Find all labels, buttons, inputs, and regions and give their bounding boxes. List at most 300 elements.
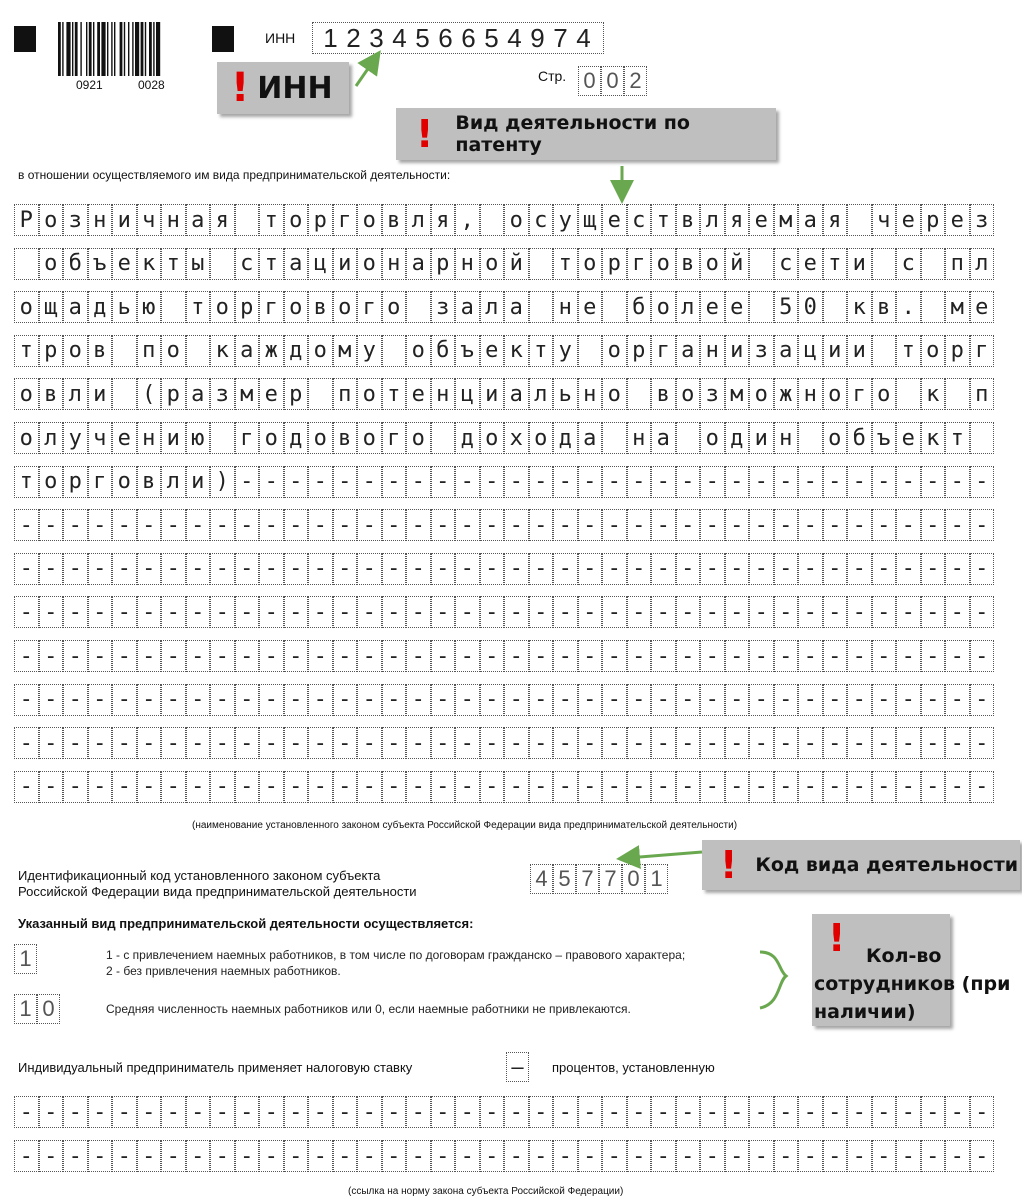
activity-name-cell: - — [945, 596, 970, 628]
activity-name-cell: у — [553, 204, 578, 236]
activity-name-row[interactable] — [14, 291, 994, 323]
activity-name-cell: т — [186, 291, 211, 323]
tax-law-reference-cell: - — [651, 1140, 676, 1172]
code-digit-cell: 1 — [645, 864, 668, 894]
activity-name-cell: а — [186, 204, 211, 236]
activity-name-cell: - — [308, 596, 333, 628]
activity-name-cell: - — [627, 640, 652, 672]
activity-name-cell: д — [284, 335, 309, 367]
inn-digit-cell: 7 — [553, 22, 568, 53]
activity-name-cell: - — [210, 640, 235, 672]
activity-name-cell: б — [847, 422, 872, 454]
activity-name-cell: - — [553, 771, 578, 803]
activity-name-cell: о — [823, 378, 848, 410]
activity-name-cell: р — [921, 204, 946, 236]
activity-name-cell: - — [333, 466, 358, 498]
activity-name-cell: - — [137, 684, 162, 716]
activity-name-cell: т — [896, 335, 921, 367]
activity-name-cell: - — [455, 771, 480, 803]
activity-name-cell: в — [333, 422, 358, 454]
activity-name-cell: - — [333, 596, 358, 628]
tax-law-reference-cell: - — [455, 1140, 480, 1172]
activity-name-cell: - — [798, 727, 823, 759]
activity-name-cell: - — [480, 509, 505, 541]
bracket-workers — [760, 952, 786, 1008]
activity-name-cell: - — [725, 509, 750, 541]
activity-name-cell: - — [749, 640, 774, 672]
activity-name-cell: и — [186, 466, 211, 498]
activity-name-cell: а — [186, 378, 211, 410]
activity-name-cell: - — [823, 771, 848, 803]
activity-name-cell: - — [284, 509, 309, 541]
tax-law-reference-cell: - — [382, 1096, 407, 1128]
tax-law-reference-cell: - — [235, 1096, 260, 1128]
tax-rate-field[interactable] — [506, 1052, 529, 1082]
activity-name-cell: - — [308, 553, 333, 585]
activity-name-row[interactable] — [14, 771, 994, 803]
activity-name-cell: м — [945, 291, 970, 323]
activity-name-cell — [235, 204, 260, 236]
activity-name-cell: - — [284, 596, 309, 628]
tax-law-reference-cell: - — [259, 1140, 284, 1172]
activity-name-cell: п — [333, 378, 358, 410]
activity-name-cell: н — [627, 422, 652, 454]
tax-law-reference-cell: - — [455, 1096, 480, 1128]
activity-name-cell — [676, 422, 701, 454]
arrow-inn — [356, 60, 374, 86]
activity-name-cell: - — [725, 596, 750, 628]
activity-name-cell: в — [651, 378, 676, 410]
activity-name-cell: и — [88, 378, 113, 410]
activity-name-cell: - — [88, 596, 113, 628]
activity-name-cell: ъ — [455, 335, 480, 367]
activity-name-row[interactable] — [14, 509, 994, 541]
workers-option-1: 1 - с привлечением наемных работников, в том числе по договорам гражданско – правового характера; — [106, 948, 686, 962]
activity-name-cell: - — [39, 727, 64, 759]
activity-name-cell: г — [970, 335, 995, 367]
activity-name-cell: - — [970, 771, 995, 803]
activity-name-cell: - — [749, 596, 774, 628]
activity-name-cell: - — [945, 727, 970, 759]
activity-name-cell: - — [88, 509, 113, 541]
inn-digit-cell: 9 — [530, 22, 545, 53]
activity-name-cell: н — [88, 204, 113, 236]
callout-code-text: Код вида деятельности — [755, 854, 1019, 876]
activity-name-row[interactable] — [14, 640, 994, 672]
activity-name-cell — [431, 422, 456, 454]
activity-name-cell — [480, 204, 505, 236]
tax-law-reference-cell: - — [627, 1140, 652, 1172]
activity-name-cell: - — [921, 596, 946, 628]
activity-name-cell: - — [112, 684, 137, 716]
activity-name-cell: о — [921, 335, 946, 367]
activity-name-cell: - — [651, 509, 676, 541]
activity-name-cell: р — [63, 466, 88, 498]
tax-law-reference-cell: - — [774, 1140, 799, 1172]
tax-law-reference-cell: - — [872, 1140, 897, 1172]
activity-name-cell: - — [700, 640, 725, 672]
activity-name-cell: в — [872, 291, 897, 323]
activity-name-cell: - — [504, 553, 529, 585]
activity-name-cell: ь — [553, 378, 578, 410]
activity-name-cell: - — [749, 553, 774, 585]
activity-name-cell: о — [284, 291, 309, 323]
tax-law-reference-cell: - — [63, 1096, 88, 1128]
tax-law-reference-cell: - — [161, 1140, 186, 1172]
activity-name-cell: о — [651, 291, 676, 323]
activity-name-cell: о — [504, 204, 529, 236]
activity-name-cell: б — [431, 335, 456, 367]
activity-name-row[interactable] — [14, 335, 994, 367]
activity-name-row[interactable] — [14, 553, 994, 585]
activity-name-cell: - — [896, 509, 921, 541]
activity-name-cell: - — [63, 727, 88, 759]
activity-name-cell: в — [39, 378, 64, 410]
activity-name-cell: щ — [578, 204, 603, 236]
activity-name-cell: - — [186, 596, 211, 628]
activity-name-cell: - — [210, 684, 235, 716]
activity-name-cell: - — [357, 727, 382, 759]
activity-name-cell: а — [676, 335, 701, 367]
tax-law-reference-cell: - — [112, 1096, 137, 1128]
activity-name-cell: - — [578, 466, 603, 498]
activity-name-cell: т — [553, 248, 578, 280]
activity-name-cell: - — [259, 553, 284, 585]
activity-name-cell: - — [945, 640, 970, 672]
activity-name-cell: ч — [872, 204, 897, 236]
inn-digit-cell: 5 — [415, 22, 430, 53]
activity-name-cell: й — [504, 248, 529, 280]
activity-name-row[interactable] — [14, 248, 994, 280]
activity-name-cell: о — [749, 378, 774, 410]
activity-name-cell: о — [382, 291, 407, 323]
activity-name-cell: о — [602, 378, 627, 410]
activity-name-cell: о — [308, 422, 333, 454]
activity-name-cell: - — [578, 684, 603, 716]
activity-name-cell: - — [406, 640, 431, 672]
activity-name-cell: е — [896, 422, 921, 454]
activity-name-cell: - — [921, 771, 946, 803]
activity-name-cell: п — [945, 248, 970, 280]
activity-name-cell: у — [553, 335, 578, 367]
tax-law-reference-cell: - — [88, 1096, 113, 1128]
page-digit-cell: 0 — [578, 66, 601, 96]
activity-name-cell: - — [676, 509, 701, 541]
tax-law-reference-cell: - — [921, 1096, 946, 1128]
page-label: Стр. — [538, 68, 567, 84]
activity-name-cell: - — [480, 727, 505, 759]
activity-name-cell: - — [39, 771, 64, 803]
activity-name-cell: т — [14, 335, 39, 367]
activity-name-cell: в — [676, 204, 701, 236]
activity-name-cell: - — [945, 553, 970, 585]
activity-name-cell: - — [725, 684, 750, 716]
activity-name-cell: л — [529, 378, 554, 410]
activity-name-cell: - — [847, 640, 872, 672]
activity-name-cell — [749, 248, 774, 280]
activity-name-cell: - — [455, 466, 480, 498]
callout-workers-text: Кол-во сотрудников (при наличии) — [814, 945, 1011, 1023]
activity-name-cell: - — [602, 771, 627, 803]
activity-code-field[interactable] — [530, 864, 668, 894]
tax-law-reference-cell: - — [235, 1140, 260, 1172]
activity-name-cell: а — [63, 291, 88, 323]
activity-name-cell: - — [284, 684, 309, 716]
activity-name-cell: н — [798, 378, 823, 410]
activity-name-cell: ч — [88, 422, 113, 454]
tax-law-reference-cell: - — [749, 1096, 774, 1128]
activity-name-cell: - — [774, 640, 799, 672]
activity-name-cell: - — [14, 727, 39, 759]
activity-name-cell: ц — [798, 335, 823, 367]
activity-name-cell: т — [259, 204, 284, 236]
activity-name-cell: - — [308, 727, 333, 759]
activity-name-cell: - — [798, 466, 823, 498]
activity-name-cell: с — [774, 248, 799, 280]
activity-name-cell: - — [725, 553, 750, 585]
activity-name-cell: ч — [137, 204, 162, 236]
activity-name-cell: - — [921, 509, 946, 541]
activity-name-cell: - — [774, 727, 799, 759]
activity-name-cell: - — [112, 596, 137, 628]
activity-name-cell: о — [308, 335, 333, 367]
activity-name-cell: - — [357, 771, 382, 803]
activity-name-cell: - — [210, 727, 235, 759]
activity-name-cell: о — [357, 378, 382, 410]
tax-law-reference-row[interactable] — [14, 1140, 994, 1172]
activity-name-cell: б — [63, 248, 88, 280]
activity-name-cell: - — [455, 553, 480, 585]
activity-name-cell: - — [798, 553, 823, 585]
tax-law-reference-cell: - — [553, 1140, 578, 1172]
activity-name-cell: - — [921, 727, 946, 759]
activity-name-cell: л — [970, 248, 995, 280]
activity-name-cell: - — [823, 466, 848, 498]
activity-name-row[interactable] — [14, 422, 994, 454]
activity-name-cell: - — [872, 596, 897, 628]
activity-name-cell: и — [480, 378, 505, 410]
activity-name-cell: л — [676, 291, 701, 323]
activity-name-cell: о — [14, 422, 39, 454]
activity-name-cell: е — [480, 335, 505, 367]
activity-name-cell: ы — [186, 248, 211, 280]
activity-name-cell: е — [896, 204, 921, 236]
tax-law-reference-cell: - — [651, 1096, 676, 1128]
activity-name-cell: - — [700, 466, 725, 498]
activity-name-cell — [529, 291, 554, 323]
activity-name-cell: - — [382, 466, 407, 498]
activity-name-cell: - — [504, 684, 529, 716]
activity-name-cell: - — [259, 640, 284, 672]
activity-name-cell: - — [504, 727, 529, 759]
activity-name-cell: я — [725, 204, 750, 236]
activity-name-cell: - — [602, 553, 627, 585]
page-number-field[interactable] — [578, 66, 647, 96]
activity-name-cell — [14, 248, 39, 280]
tax-law-reference-cell: - — [112, 1140, 137, 1172]
activity-name-cell: - — [235, 727, 260, 759]
activity-name-cell: - — [627, 596, 652, 628]
activity-name-cell: - — [308, 466, 333, 498]
activity-name-cell: - — [259, 509, 284, 541]
activity-name-cell: - — [872, 553, 897, 585]
activity-name-cell: - — [627, 466, 652, 498]
activity-name-cell: и — [749, 422, 774, 454]
activity-name-cell: к — [921, 378, 946, 410]
activity-name-cell: п — [137, 335, 162, 367]
activity-name-cell: - — [970, 509, 995, 541]
activity-name-cell: т — [823, 248, 848, 280]
activity-name-cell: - — [504, 466, 529, 498]
activity-name-cell: з — [431, 291, 456, 323]
activity-name-cell: - — [259, 596, 284, 628]
activity-name-cell: - — [455, 509, 480, 541]
activity-name-cell: х — [504, 422, 529, 454]
activity-name-cell: н — [455, 248, 480, 280]
activity-name-cell: - — [63, 684, 88, 716]
activity-name-cell: - — [700, 727, 725, 759]
activity-name-cell: - — [602, 640, 627, 672]
activity-name-cell: н — [161, 204, 186, 236]
activity-name-cell: - — [896, 727, 921, 759]
activity-name-cell: к — [137, 248, 162, 280]
workers-heading: Указанный вид предпринимательской деятельности осуществляется: — [18, 916, 474, 931]
activity-name-cell: - — [284, 466, 309, 498]
activity-name-cell: я — [431, 204, 456, 236]
activity-name-cell: д — [455, 422, 480, 454]
activity-name-cell: - — [63, 509, 88, 541]
activity-name-cell: г — [382, 422, 407, 454]
activity-name-cell: - — [602, 727, 627, 759]
activity-name-cell: д — [88, 291, 113, 323]
inn-digit-cell: 5 — [484, 22, 499, 53]
activity-name-cell: - — [896, 640, 921, 672]
activity-name-cell: - — [529, 684, 554, 716]
activity-name-cell: - — [774, 684, 799, 716]
activity-name-cell: - — [700, 684, 725, 716]
barcode-icon — [58, 22, 188, 76]
activity-name-cell: - — [578, 509, 603, 541]
activity-name-cell: а — [455, 291, 480, 323]
activity-name-row[interactable] — [14, 466, 994, 498]
activity-name-cell: - — [749, 771, 774, 803]
activity-name-cell: л — [63, 378, 88, 410]
activity-name-cell: а — [504, 291, 529, 323]
activity-name-cell: и — [823, 335, 848, 367]
activity-name-cell: - — [308, 509, 333, 541]
tax-law-reference-cell: - — [578, 1140, 603, 1172]
activity-name-cell: ц — [455, 378, 480, 410]
activity-name-cell: - — [284, 640, 309, 672]
activity-name-row[interactable] — [14, 378, 994, 410]
activity-name-cell: л — [480, 291, 505, 323]
activity-name-cell: - — [357, 509, 382, 541]
activity-name-cell: - — [627, 771, 652, 803]
activity-name-cell: - — [382, 684, 407, 716]
workers-option-2: 2 - без привлечения наемных работников. — [106, 964, 341, 978]
activity-name-cell: - — [259, 771, 284, 803]
activity-name-cell: д — [725, 422, 750, 454]
activity-name-cell: д — [284, 422, 309, 454]
tax-law-reference-cell: - — [357, 1140, 382, 1172]
activity-name-cell: - — [676, 684, 701, 716]
activity-name-cell: и — [333, 248, 358, 280]
tax-law-reference-cell: - — [700, 1096, 725, 1128]
activity-name-cell: - — [431, 466, 456, 498]
activity-name-cell: - — [823, 684, 848, 716]
activity-name-cell: о — [529, 422, 554, 454]
activity-name-row[interactable] — [14, 727, 994, 759]
code-digit-cell: 4 — [530, 864, 553, 894]
tax-suffix: процентов, установленную — [552, 1060, 715, 1075]
activity-name-cell: - — [553, 684, 578, 716]
activity-name-row[interactable] — [14, 684, 994, 716]
activity-name-cell: - — [749, 509, 774, 541]
activity-name-cell: п — [970, 378, 995, 410]
activity-name-cell: т — [161, 248, 186, 280]
activity-name-cell: и — [161, 422, 186, 454]
activity-name-cell: - — [39, 553, 64, 585]
tax-law-reference-cell: - — [749, 1140, 774, 1172]
activity-name-cell: - — [161, 596, 186, 628]
activity-name-cell: - — [970, 466, 995, 498]
activity-name-cell: - — [235, 466, 260, 498]
activity-name-cell: р — [945, 335, 970, 367]
activity-name-cell: - — [847, 466, 872, 498]
activity-name-cell: - — [676, 727, 701, 759]
activity-name-row[interactable] — [14, 596, 994, 628]
activity-name-cell: о — [210, 291, 235, 323]
activity-name-cell: - — [431, 509, 456, 541]
activity-name-cell: - — [39, 684, 64, 716]
workers-mode-field[interactable] — [14, 944, 37, 974]
workers-count-field[interactable] — [14, 994, 60, 1024]
inn-field[interactable] — [312, 22, 604, 54]
activity-name-cell: - — [847, 771, 872, 803]
tax-law-reference-cell: - — [308, 1140, 333, 1172]
activity-name-cell: - — [455, 684, 480, 716]
activity-name-row[interactable] — [14, 204, 994, 236]
activity-name-cell: у — [63, 422, 88, 454]
activity-name-cell: - — [406, 509, 431, 541]
activity-name-cell: о — [39, 466, 64, 498]
activity-name-cell: - — [749, 684, 774, 716]
tax-law-reference-row[interactable] — [14, 1096, 994, 1128]
activity-name-cell: - — [651, 466, 676, 498]
activity-name-cell: е — [945, 204, 970, 236]
activity-name-cell: - — [333, 553, 358, 585]
activity-name-cell: - — [627, 553, 652, 585]
activity-name-cell: - — [382, 727, 407, 759]
activity-name-cell: о — [333, 291, 358, 323]
activity-name-cell: - — [480, 771, 505, 803]
activity-name-cell — [186, 335, 211, 367]
activity-name-cell: - — [578, 640, 603, 672]
activity-name-cell — [872, 335, 897, 367]
activity-name-cell: с — [235, 248, 260, 280]
activity-name-cell: - — [798, 771, 823, 803]
callout-inn-text: ИНН — [257, 70, 333, 106]
tax-law-reference-cell: - — [504, 1140, 529, 1172]
activity-name-cell: - — [823, 640, 848, 672]
activity-name-cell: - — [529, 553, 554, 585]
activity-name-cell: б — [627, 291, 652, 323]
activity-name-cell: - — [137, 640, 162, 672]
activity-name-cell: - — [63, 553, 88, 585]
activity-name-cell: з — [970, 204, 995, 236]
activity-name-cell: л — [39, 422, 64, 454]
activity-name-cell: - — [529, 596, 554, 628]
